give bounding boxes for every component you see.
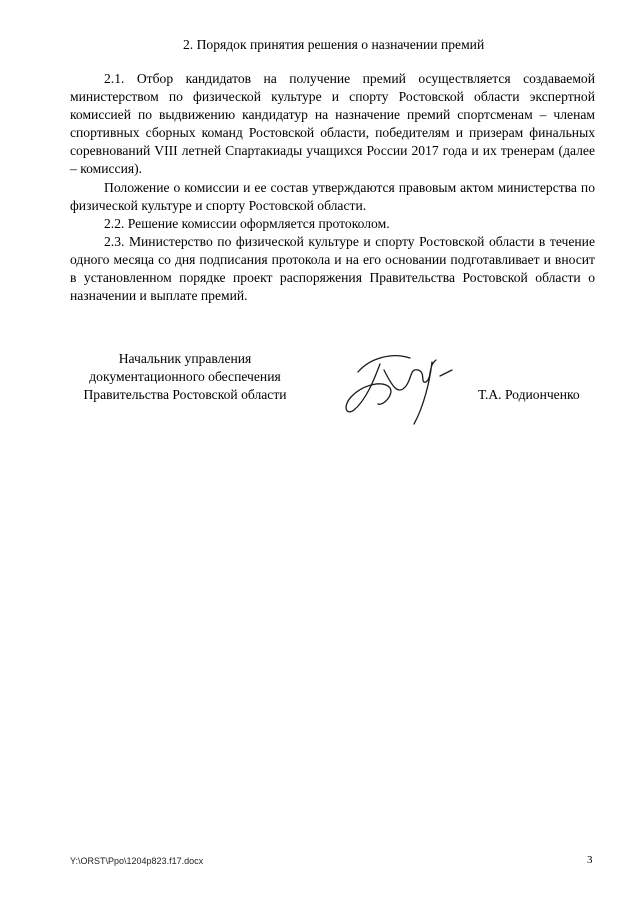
section-body: [70, 70, 595, 305]
position-line: документационного обеспечения: [89, 369, 281, 384]
page-number: 3: [587, 854, 593, 866]
handwritten-signature: [340, 340, 460, 430]
signatory-position: [70, 350, 300, 404]
paragraph-2-1: 2.1. Отбор кандидатов на получение премий осуществляется создаваемой министерством по физической культуре и спорту Ростовской области экспертной комиссией по выдвижению кандидатур на назначение премий спортсменам – членам спортивных сборных команд Ростовской области, победителям и призерам финальных соревнований VIII летней Спартакиады учащихся России 2017 года и их тренерам (далее – комиссия).: [70, 71, 595, 177]
footer-file-path: Y:\ORST\Ppo\1204p823.f17.docx: [70, 856, 204, 866]
paragraph-2-2: 2.2. Решение комиссии оформляется протоколом.: [104, 215, 390, 231]
signatory-name: Т.А. Родионченко: [478, 387, 580, 402]
position-line: Правительства Ростовской области: [83, 387, 287, 402]
paragraph-commission-regulation: Положение о комиссии и ее состав утверждаются правовым актом министерства по физической культуре и спорту Ростовской области.: [70, 179, 595, 213]
position-line: Начальник управления: [118, 351, 252, 366]
paragraph-2-3: 2.3. Министерство по физической культуре и спорту Ростовской области в течение одного месяца со дня подписания протокола и на его основании подготавливает и вносит в установленном порядке проект распоряжения Правительства Ростовской области о назначении и выплате премий.: [70, 233, 595, 304]
section-heading: 2. Порядок принятия решения о назначении премий: [183, 37, 485, 52]
